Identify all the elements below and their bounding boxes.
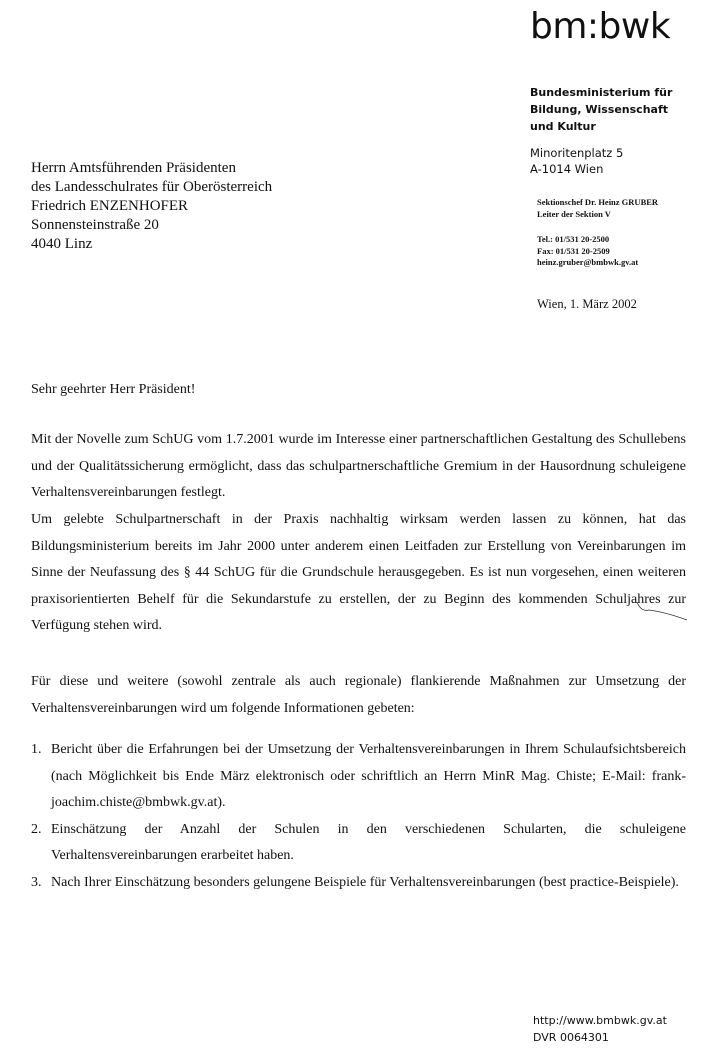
- sender-tel: Tel.: 01/531 20-2500: [537, 234, 610, 244]
- sender-contact: [537, 234, 638, 269]
- ministry-name: [530, 84, 672, 135]
- footer-dvr: DVR 0064301: [533, 1031, 609, 1044]
- sender-name: Sektionschef Dr. Heinz GRUBER: [537, 197, 659, 207]
- footer-website-link[interactable]: http://www.bmbwk.gv.at: [533, 1014, 667, 1027]
- list-text: Nach Ihrer Einschätzung besonders gelungene Beispiele für Verhaltensvereinbarungen (best practice-Beispiele).: [51, 874, 679, 890]
- letter-date: Wien, 1. März 2002: [537, 297, 637, 311]
- recipient-line: Herrn Amtsführenden Präsidenten: [31, 160, 236, 176]
- sender-section: [537, 196, 658, 220]
- list-number: 1.: [31, 742, 42, 757]
- ministry-name-line: Bundesministerium für: [530, 86, 673, 99]
- recipient-street: Sonnensteinstraße 20: [31, 217, 159, 233]
- ministry-name-line: und Kultur: [530, 120, 596, 133]
- recipient-city: 4040 Linz: [31, 236, 93, 252]
- list-item: [31, 870, 686, 897]
- ministry-name-line: Bildung, Wissenschaft: [530, 103, 668, 116]
- ministry-address: [530, 145, 623, 177]
- recipient-address: [31, 159, 272, 254]
- ministry-street: Minoritenplatz 5: [530, 146, 624, 160]
- sender-fax: Fax: 01/531 20-2509: [537, 245, 610, 256]
- sender-email[interactable]: heinz.gruber@bmbwk.gv.at: [537, 257, 639, 267]
- sender-title: Leiter der Sektion V: [537, 209, 611, 219]
- request-list: [31, 737, 686, 896]
- list-number: 3.: [31, 874, 42, 890]
- list-item: [31, 817, 686, 870]
- handwritten-mark: [635, 600, 695, 624]
- salutation: Sehr geehrter Herr Präsident!: [31, 382, 196, 397]
- recipient-line: des Landesschulrates für Oberösterreich: [31, 179, 273, 195]
- paragraph: Mit der Novelle zum SchUG vom 1.7.2001 wurde im Interesse einer partnerschaftlichen Gestaltung des Schullebens und der Qualitätssicherung ermöglicht, dass das schulpartnerschaftliche Gremium in der Hausordnung schuleigene Verhaltensvereinbarungen festlegt.: [31, 432, 686, 500]
- paragraph: Um gelebte Schulpartnerschaft in der Praxis nachhaltig wirksam werden lassen zu können, hat das Bildungsministerium bereits im Jahr 2000 unter anderem einen Leitfaden zur Erstellung von Vereinbarungen im Sinne der Neufassung des § 44 SchUG für die Grundschule herausgegeben. Es ist nun vorgesehen, einen weiteren praxisorientierten Behelf für die Sekundarstufe zu erstellen, der zu Beginn des kommenden Schuljahres zur Verfügung stehen wird.: [31, 512, 686, 633]
- recipient-name: Friedrich ENZENHOFER: [31, 198, 189, 214]
- list-item: [31, 737, 686, 817]
- list-text: Einschätzung der Anzahl der Schulen in den verschiedenen Schularten, die schuleigene Verhaltensvereinbarungen erarbeitet haben.: [51, 821, 686, 863]
- ministry-city: A-1014 Wien: [530, 162, 604, 176]
- ministry-logo: bm:bwk: [530, 6, 671, 47]
- list-number: 2.: [31, 821, 42, 837]
- list-text: Bericht über die Erfahrungen bei der Umsetzung der Verhaltensvereinbarungen in Ihrem Schulaufsichtsbereich (nach Möglichkeit bis Ende März elektronisch oder schriftlich an Herrn MinR Mag. Chiste; E-Mail: frank-joachim.chiste@bmbwk.gv.at).: [51, 742, 686, 810]
- paragraph: Für diese und weitere (sowohl zentrale als auch regionale) flankierende Maßnahmen zur Umsetzung der Verhaltensvereinbarungen wird um folgende Informationen gebeten:: [31, 674, 686, 716]
- footer: [533, 1012, 667, 1046]
